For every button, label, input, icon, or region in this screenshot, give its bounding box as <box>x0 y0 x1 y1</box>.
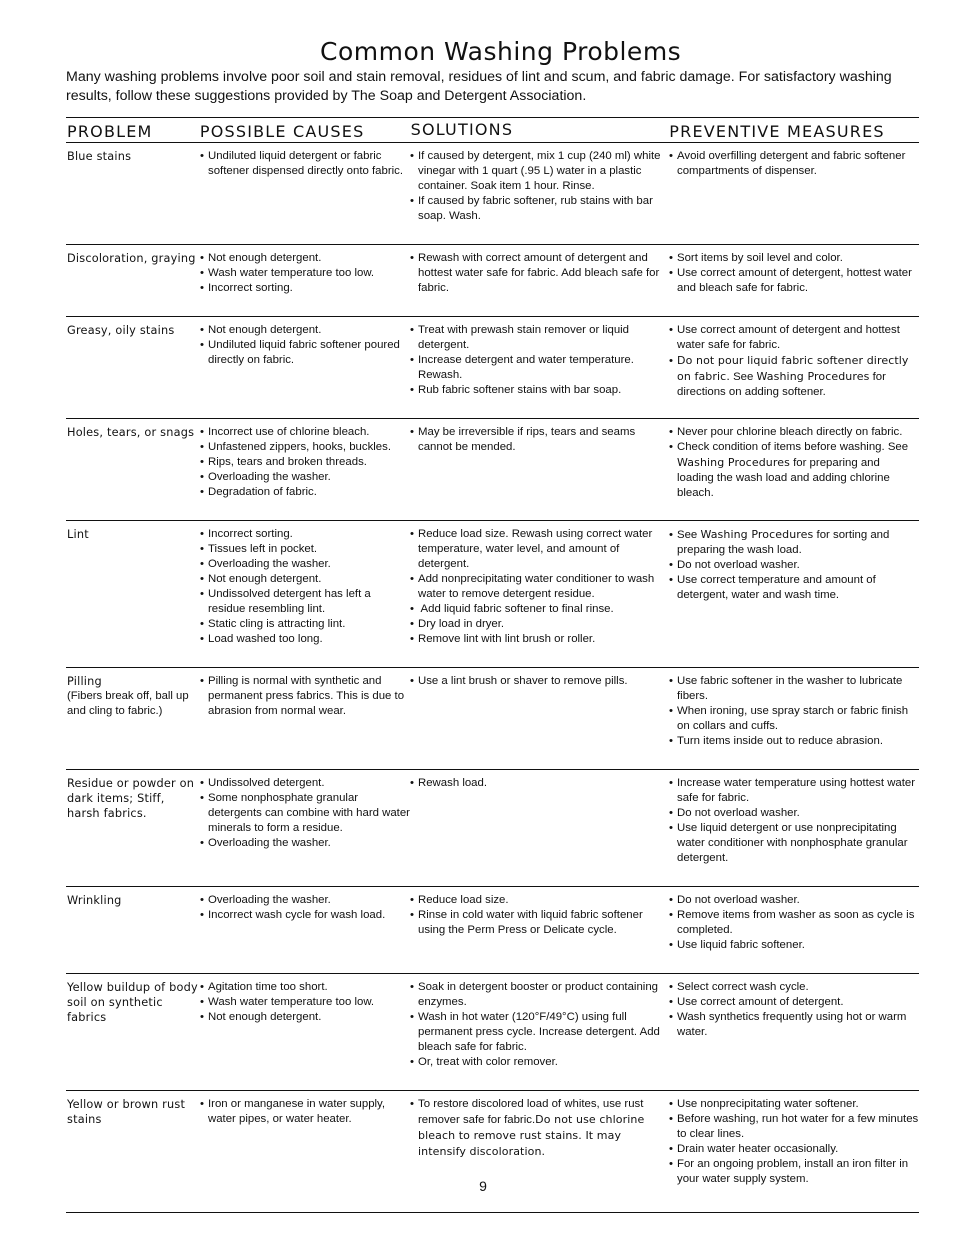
table-row <box>66 521 919 668</box>
solutions-item: • Use a lint brush or shaver to remove pills. <box>410 674 669 689</box>
causes-item: • Unfastened zippers, hooks, buckles. <box>200 440 410 455</box>
problem-name: Greasy, oily stains <box>67 324 175 337</box>
preventive-cell <box>669 425 919 515</box>
preventive-item: • Use liquid detergent or use nonprecipitating water conditioner with nonphosphate granular detergent. <box>669 821 919 866</box>
preventive-cell <box>669 980 919 1085</box>
preventive-item <box>669 353 919 400</box>
solutions-list <box>410 980 669 1070</box>
preventive-item: • Avoid overfilling detergent and fabric softener compartments of dispenser. <box>669 149 919 179</box>
problem-name: Pilling <box>67 675 102 688</box>
solutions-list <box>410 149 669 224</box>
solutions-item: • Remove lint with lint brush or roller. <box>410 632 669 647</box>
preventive-list <box>669 674 919 749</box>
table-row <box>66 317 919 419</box>
causes-item: • Not enough detergent. <box>200 251 410 266</box>
solutions-list <box>410 893 669 938</box>
preventive-item: • Use correct temperature and amount of detergent, water and wash time. <box>669 573 919 603</box>
preventive-item: • Do not overload washer. <box>669 558 919 573</box>
emphasis-text: Washing Procedures <box>700 528 814 541</box>
solutions-item: • Wash in hot water (120°F/49°C) using full permanent press cycle. Increase detergent. Add bleach safe for fabric. <box>410 1010 669 1055</box>
causes-cell <box>200 674 410 764</box>
causes-item: • Rips, tears and broken threads. <box>200 455 410 470</box>
causes-cell <box>200 776 410 881</box>
preventive-item: • Never pour chlorine bleach directly on fabric. <box>669 425 919 440</box>
causes-item: • Not enough detergent. <box>200 572 410 587</box>
table-row <box>66 419 919 521</box>
preventive-list <box>669 776 919 866</box>
preventive-item: • Use correct amount of detergent, hottest water and bleach safe for fabric. <box>669 266 919 296</box>
solutions-cell <box>410 425 669 515</box>
page-title: Common Washing Problems <box>320 37 682 66</box>
solutions-list <box>410 776 669 791</box>
problem-cell <box>66 425 200 515</box>
solutions-cell <box>410 893 669 968</box>
table-row <box>66 887 919 974</box>
preventive-item: • Use fabric softener in the washer to lubricate fibers. <box>669 674 919 704</box>
problem-cell <box>66 893 200 968</box>
preventive-list <box>669 527 919 603</box>
solutions-item: • Rub fabric softener stains with bar soap. <box>410 383 669 398</box>
header-solutions: SOLUTIONS <box>410 120 514 139</box>
item-text: for directions on adding softener. <box>677 371 886 398</box>
causes-item: • Incorrect use of chlorine bleach. <box>200 425 410 440</box>
preventive-item: • Select correct wash cycle. <box>669 980 919 995</box>
causes-cell <box>200 980 410 1085</box>
solutions-item: • Add nonprecipitating water conditioner to wash water to remove detergent residue. <box>410 572 669 602</box>
preventive-item: • Use nonprecipitating water softener. <box>669 1097 919 1112</box>
item-text: To restore discolored load of whites, use rust remover safe for fabric. <box>418 1098 644 1126</box>
problem-name: Yellow or brown rust stains <box>67 1098 186 1126</box>
problem-name: Blue stains <box>67 150 132 163</box>
emphasis-text: Washing Procedures <box>756 370 870 383</box>
preventive-cell <box>669 149 919 239</box>
causes-item: • Undiluted liquid fabric softener poured directly on fabric. <box>200 338 410 368</box>
emphasis-text: Washing Procedures <box>677 456 790 469</box>
problem-cell <box>66 149 200 239</box>
causes-item: • Overloading the washer. <box>200 836 410 851</box>
problem-name: Lint <box>67 528 89 541</box>
causes-item: • Undissolved detergent has left a residue resembling lint. <box>200 587 410 617</box>
causes-item: • Undissolved detergent. <box>200 776 410 791</box>
preventive-item: • Use liquid fabric softener. <box>669 938 919 953</box>
problem-name: Wrinkling <box>67 894 122 907</box>
causes-item: • Overloading the washer. <box>200 893 410 908</box>
page <box>66 36 919 1213</box>
causes-item: • Tissues left in pocket. <box>200 542 410 557</box>
solutions-item: • Reduce load size. Rewash using correct water temperature, water level, and amount of detergent. <box>410 527 669 572</box>
table-row <box>66 974 919 1091</box>
item-text: for sorting and preparing the wash load. <box>677 529 890 556</box>
item-text: See <box>677 529 701 541</box>
causes-item: • Overloading the washer. <box>200 470 410 485</box>
causes-item: • Wash water temperature too low. <box>200 995 410 1010</box>
causes-cell <box>200 425 410 515</box>
preventive-item: • Use correct amount of detergent and hottest water safe for fabric. <box>669 323 919 353</box>
emphasis-text: Do not pour liquid fabric softener directly on fabric. <box>677 354 909 383</box>
causes-cell <box>200 527 410 662</box>
solutions-item: • Or, treat with color remover. <box>410 1055 669 1070</box>
table-row <box>66 668 919 770</box>
item-text: Check condition of items before washing. See <box>677 441 909 453</box>
problem-cell <box>66 674 200 764</box>
solutions-item: • If caused by detergent, mix 1 cup (240 ml) white vinegar with 1 quart (.95 L) water in a plastic container. Soak item 1 hour. Rinse. <box>410 149 669 194</box>
preventive-item <box>669 440 919 501</box>
causes-cell <box>200 251 410 311</box>
intro-paragraph: Many washing problems involve poor soil and stain removal, residues of lint and scum, and fabric damage. For satisfactory washing results, follow these suggestions provided by The Soap and Detergent Association. <box>66 69 892 104</box>
preventive-item: • Wash synthetics frequently using hot or warm water. <box>669 1010 919 1040</box>
problem-cell <box>66 251 200 311</box>
causes-list <box>200 893 410 923</box>
solutions-cell <box>410 674 669 764</box>
causes-item: • Some nonphosphate granular detergents can combine with hard water minerals to form a residue. <box>200 791 410 836</box>
solutions-list <box>410 674 669 689</box>
preventive-item: • Do not overload washer. <box>669 806 919 821</box>
solutions-item <box>410 1097 669 1160</box>
preventive-list <box>669 323 919 400</box>
preventive-cell <box>669 251 919 311</box>
item-text: See <box>729 371 757 383</box>
causes-item: • Agitation time too short. <box>200 980 410 995</box>
problem-note: (Fibers break off, ball up and cling to fabric.) <box>67 690 189 717</box>
solutions-cell <box>410 251 669 311</box>
causes-item: • Static cling is attracting lint. <box>200 617 410 632</box>
causes-list <box>200 425 410 500</box>
causes-item: • Undiluted liquid detergent or fabric softener dispensed directly onto fabric. <box>200 149 410 179</box>
preventive-list <box>669 149 919 179</box>
preventive-cell <box>669 323 919 413</box>
item-text: for preparing and loading the wash load and adding chlorine bleach. <box>677 457 890 499</box>
problem-name: Discoloration, graying <box>67 252 196 265</box>
causes-list <box>200 149 410 179</box>
problem-name: Yellow buildup of body soil on synthetic fabrics <box>67 981 198 1024</box>
preventive-list <box>669 1097 919 1187</box>
preventive-item <box>669 527 919 558</box>
causes-item: • Incorrect wash cycle for wash load. <box>200 908 410 923</box>
preventive-item: • Remove items from washer as soon as cycle is completed. <box>669 908 919 938</box>
preventive-cell <box>669 674 919 764</box>
preventive-list <box>669 893 919 953</box>
preventive-item: • Use correct amount of detergent. <box>669 995 919 1010</box>
preventive-item: • For an ongoing problem, install an iron filter in your water supply system. <box>669 1157 919 1187</box>
problem-cell <box>66 776 200 881</box>
solutions-item: • Soak in detergent booster or product containing enzymes. <box>410 980 669 1010</box>
causes-item: • Iron or manganese in water supply, water pipes, or water heater. <box>200 1097 410 1127</box>
solutions-cell <box>410 527 669 662</box>
causes-item: • Incorrect sorting. <box>200 281 410 296</box>
causes-item: • Pilling is normal with synthetic and permanent press fabrics. This is due to abrasion from normal wear. <box>200 674 410 719</box>
causes-list <box>200 1097 410 1127</box>
solutions-cell <box>410 149 669 239</box>
solutions-cell <box>410 323 669 413</box>
preventive-item: • Drain water heater occasionally. <box>669 1142 919 1157</box>
header-problem: PROBLEM <box>67 122 153 141</box>
table-row <box>66 770 919 887</box>
table-header <box>66 118 919 143</box>
preventive-item: • Increase water temperature using hottest water safe for fabric. <box>669 776 919 806</box>
table-row <box>66 245 919 317</box>
solutions-list <box>410 425 669 455</box>
table-body <box>66 143 919 1213</box>
preventive-cell <box>669 527 919 662</box>
solutions-list <box>410 1097 669 1160</box>
preventive-cell <box>669 776 919 881</box>
solutions-list <box>410 527 669 647</box>
causes-item: • Wash water temperature too low. <box>200 266 410 281</box>
preventive-list <box>669 251 919 296</box>
problem-cell <box>66 323 200 413</box>
causes-item: • Not enough detergent. <box>200 1010 410 1025</box>
causes-item: • Degradation of fabric. <box>200 485 410 500</box>
problem-name: Holes, tears, or snags <box>67 426 195 439</box>
solutions-item: • Rewash load. <box>410 776 669 791</box>
solutions-cell <box>410 980 669 1085</box>
solutions-list <box>410 323 669 398</box>
problem-name: Residue or powder on dark items; Stiff, harsh fabrics. <box>67 777 195 820</box>
solutions-item: • Dry load in dryer. <box>410 617 669 632</box>
table-row <box>66 1091 919 1213</box>
problem-cell <box>66 527 200 662</box>
solutions-item: • If caused by fabric softener, rub stains with bar soap. Wash. <box>410 194 669 224</box>
causes-item: • Overloading the washer. <box>200 557 410 572</box>
solutions-item: • Add liquid fabric softener to final rinse. <box>410 602 669 617</box>
causes-list <box>200 776 410 851</box>
preventive-item: • When ironing, use spray starch or fabric finish on collars and cuffs. <box>669 704 919 734</box>
problem-cell <box>66 980 200 1085</box>
solutions-item: • May be irreversible if rips, tears and seams cannot be mended. <box>410 425 669 455</box>
solutions-list <box>410 251 669 296</box>
table-row <box>66 143 919 245</box>
page-number: 9 <box>479 1178 487 1194</box>
causes-list <box>200 527 410 647</box>
causes-item: • Load washed too long. <box>200 632 410 647</box>
problems-table <box>66 117 919 1213</box>
header-causes: POSSIBLE CAUSES <box>199 122 365 141</box>
causes-list <box>200 251 410 296</box>
preventive-cell <box>669 893 919 968</box>
solutions-item: • Rewash with correct amount of detergent and hottest water safe for fabric. Add bleach safe for fabric. <box>410 251 669 296</box>
causes-list <box>200 323 410 368</box>
causes-item: • Not enough detergent. <box>200 323 410 338</box>
preventive-item: • Before washing, run hot water for a few minutes to clear lines. <box>669 1112 919 1142</box>
causes-list <box>200 674 410 719</box>
causes-list <box>200 980 410 1025</box>
preventive-item: • Do not overload washer. <box>669 893 919 908</box>
preventive-item: • Sort items by soil level and color. <box>669 251 919 266</box>
preventive-list <box>669 425 919 501</box>
causes-cell <box>200 893 410 968</box>
solutions-item: • Rinse in cold water with liquid fabric softener using the Perm Press or Delicate cycle. <box>410 908 669 938</box>
preventive-list <box>669 980 919 1040</box>
solutions-item: • Treat with prewash stain remover or liquid detergent. <box>410 323 669 353</box>
header-preventive: PREVENTIVE MEASURES <box>669 122 885 141</box>
solutions-cell <box>410 776 669 881</box>
causes-item: • Incorrect sorting. <box>200 527 410 542</box>
causes-cell <box>200 149 410 239</box>
emphasis-text: Do not use chlorine bleach to remove rust stains. It may intensify discoloration. <box>418 1113 645 1158</box>
causes-cell <box>200 323 410 413</box>
preventive-item: • Turn items inside out to reduce abrasion. <box>669 734 919 749</box>
solutions-item: • Increase detergent and water temperature. Rewash. <box>410 353 669 383</box>
solutions-item: • Reduce load size. <box>410 893 669 908</box>
